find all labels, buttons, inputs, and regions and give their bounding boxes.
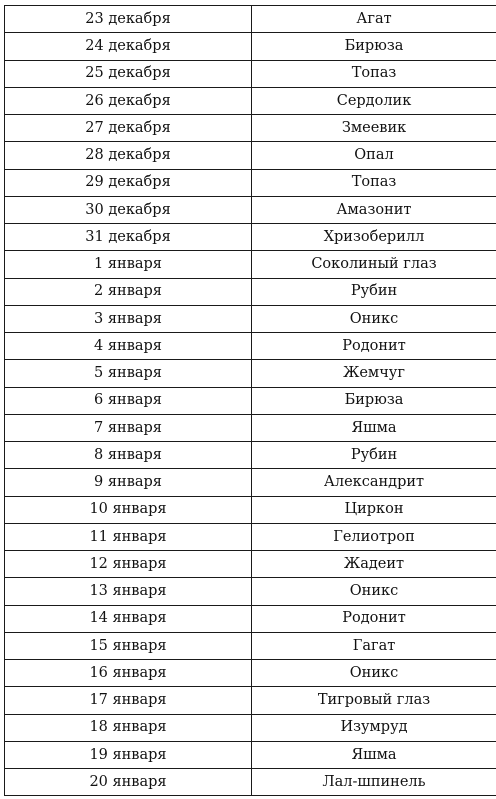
- stone-cell: Гелиотроп: [252, 523, 496, 550]
- stone-cell: Рубин: [252, 278, 496, 305]
- stone-cell: Оникс: [252, 305, 496, 332]
- date-cell: 6 января: [5, 387, 252, 414]
- table-row: [5, 769, 496, 796]
- stone-cell: Лал-шпинель: [252, 769, 496, 796]
- stone-cell: Изумруд: [252, 714, 496, 741]
- table-row: [5, 523, 496, 550]
- date-cell: 27 декабря: [5, 115, 252, 142]
- stone-cell: Жадеит: [252, 551, 496, 578]
- stone-cell: Гагат: [252, 632, 496, 659]
- stone-cell: Оникс: [252, 578, 496, 605]
- stone-cell: Топаз: [252, 169, 496, 196]
- table-row: [5, 169, 496, 196]
- table-row: [5, 442, 496, 469]
- date-cell: 13 января: [5, 578, 252, 605]
- stone-cell: Яшма: [252, 414, 496, 441]
- table-row: [5, 60, 496, 87]
- table-row: [5, 578, 496, 605]
- date-cell: 2 января: [5, 278, 252, 305]
- stone-cell: Амазонит: [252, 196, 496, 223]
- stone-cell: Родонит: [252, 333, 496, 360]
- table-row: [5, 551, 496, 578]
- date-cell: 18 января: [5, 714, 252, 741]
- date-cell: 28 декабря: [5, 142, 252, 169]
- table-row: [5, 660, 496, 687]
- date-cell: 23 декабря: [5, 6, 252, 33]
- stone-cell: Яшма: [252, 741, 496, 768]
- table-row: [5, 251, 496, 278]
- table-row: [5, 87, 496, 114]
- table-row: [5, 469, 496, 496]
- date-cell: 16 января: [5, 660, 252, 687]
- table-row: [5, 714, 496, 741]
- table-row: [5, 333, 496, 360]
- date-cell: 11 января: [5, 523, 252, 550]
- stone-cell: Соколиный глаз: [252, 251, 496, 278]
- stone-cell: Рубин: [252, 442, 496, 469]
- table-body: [5, 6, 496, 796]
- table-row: [5, 278, 496, 305]
- table-row: [5, 6, 496, 33]
- stone-cell: Тигровый глаз: [252, 687, 496, 714]
- date-cell: 10 января: [5, 496, 252, 523]
- date-cell: 19 января: [5, 741, 252, 768]
- table-row: [5, 196, 496, 223]
- birthstone-table: [4, 5, 496, 796]
- stone-cell: Змеевик: [252, 115, 496, 142]
- date-cell: 1 января: [5, 251, 252, 278]
- date-cell: 30 декабря: [5, 196, 252, 223]
- date-cell: 17 января: [5, 687, 252, 714]
- stone-cell: Опал: [252, 142, 496, 169]
- table-row: [5, 305, 496, 332]
- table-row: [5, 741, 496, 768]
- table-row: [5, 360, 496, 387]
- table-row: [5, 605, 496, 632]
- date-cell: 24 декабря: [5, 33, 252, 60]
- table-row: [5, 224, 496, 251]
- stone-cell: Родонит: [252, 605, 496, 632]
- date-cell: 29 декабря: [5, 169, 252, 196]
- date-cell: 31 декабря: [5, 224, 252, 251]
- date-cell: 5 января: [5, 360, 252, 387]
- date-cell: 8 января: [5, 442, 252, 469]
- stone-cell: Александрит: [252, 469, 496, 496]
- stone-cell: Жемчуг: [252, 360, 496, 387]
- stone-cell: Оникс: [252, 660, 496, 687]
- date-cell: 4 января: [5, 333, 252, 360]
- table-row: [5, 387, 496, 414]
- stone-cell: Циркон: [252, 496, 496, 523]
- stone-cell: Бирюза: [252, 33, 496, 60]
- date-cell: 12 января: [5, 551, 252, 578]
- date-cell: 3 января: [5, 305, 252, 332]
- date-cell: 15 января: [5, 632, 252, 659]
- table-row: [5, 496, 496, 523]
- date-cell: 20 января: [5, 769, 252, 796]
- date-cell: 9 января: [5, 469, 252, 496]
- date-cell: 25 декабря: [5, 60, 252, 87]
- date-cell: 26 декабря: [5, 87, 252, 114]
- table-row: [5, 414, 496, 441]
- table-row: [5, 142, 496, 169]
- stone-cell: Топаз: [252, 60, 496, 87]
- date-cell: 7 января: [5, 414, 252, 441]
- stone-cell: Бирюза: [252, 387, 496, 414]
- date-cell: 14 января: [5, 605, 252, 632]
- table-row: [5, 687, 496, 714]
- table-row: [5, 33, 496, 60]
- table-row: [5, 115, 496, 142]
- stone-cell: Хризоберилл: [252, 224, 496, 251]
- table-row: [5, 632, 496, 659]
- stone-cell: Сердолик: [252, 87, 496, 114]
- stone-cell: Агат: [252, 6, 496, 33]
